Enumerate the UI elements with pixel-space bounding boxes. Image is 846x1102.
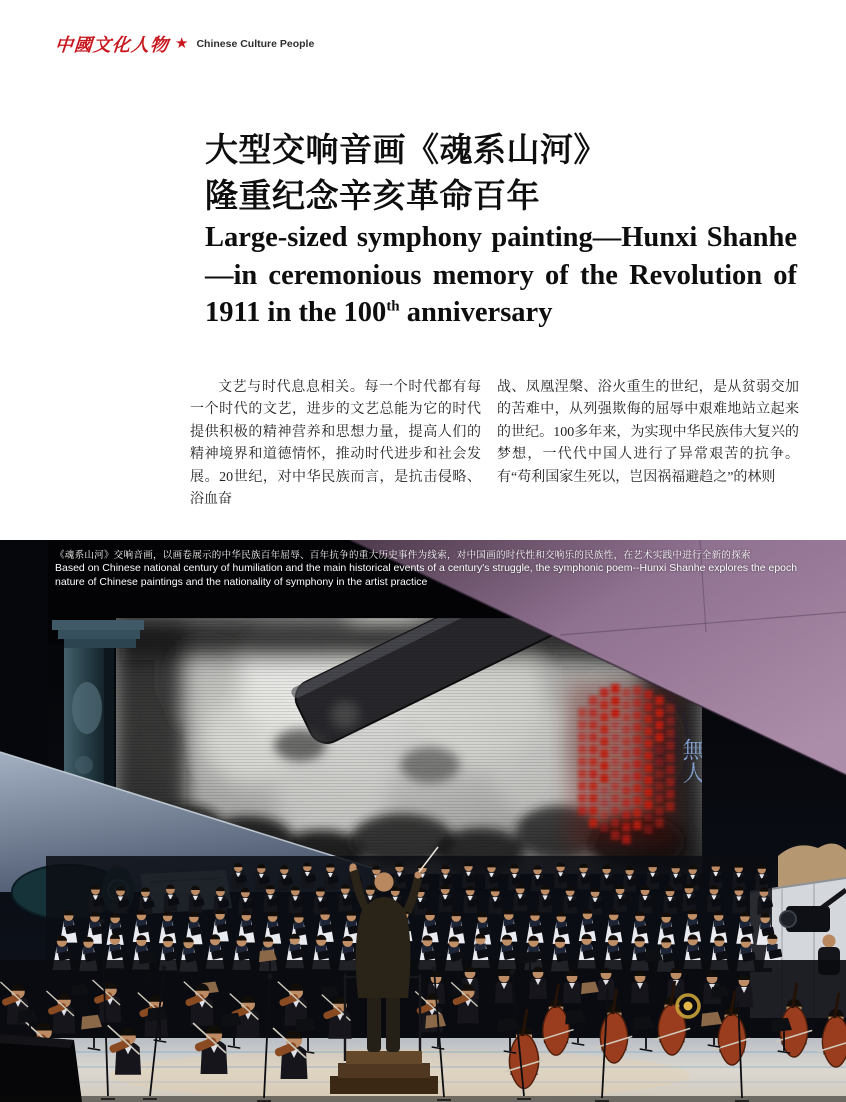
photo-caption-chinese: 《魂系山河》交响音画，以画卷展示的中华民族百年屈辱、百年抗争的重大历史事件为线索，对中国画的时代性和交响乐的民族性，在艺术实践中进行全新的探索 <box>55 550 751 561</box>
title-en-superscript: th <box>386 298 400 315</box>
concert-stage-illustration <box>0 540 846 1102</box>
photo-caption-english-line2: nature of Chinese paintings and the nationality of symphony in the artist practice <box>55 575 428 588</box>
photo-caption <box>55 549 797 589</box>
concert-stage-photo <box>0 540 846 1102</box>
star-icon: ★ <box>175 35 189 52</box>
article-title-english <box>205 219 797 332</box>
article-body <box>190 377 799 511</box>
logo-chinese-calligraphy: 中國文化人物 <box>54 35 170 55</box>
title-en-line2: —in ceremonious memory of the Revolution of <box>205 259 797 291</box>
body-column-right: 战、凤凰涅槃、浴火重生的世纪，是从贫弱交加的苦难中，从列强欺侮的屈辱中艰难地站立起来的世纪。100多年来，为实现中华民族伟大复兴的梦想，一代代中国人进行了异常艰苦的抗争。有“苟利国家生死以，岂因祸福避趋之”的林则 <box>497 380 799 485</box>
body-column-left: 文艺与时代息息相关。每一个时代都有每一个时代的文艺，进步的文艺总能为它的时代提供积极的精神营养和思想力量，提高人们的精神境界和道德情怀，推动时代进步和社会发展。20世纪，对中华民族而言，是抗击侵略、浴血奋 <box>190 380 481 508</box>
title-en-line3-post: anniversary <box>399 297 553 328</box>
photo-caption-english-line1: Based on Chinese national century of humiliation and the main historical events of a century's struggle, the symphonic poem--Hunxi Shanhe explores the epoch <box>55 562 798 574</box>
logo-english-label: Chinese Culture People <box>196 38 315 50</box>
article-title-chinese <box>205 128 607 220</box>
title-en-line1: Large-sized symphony painting—Hunxi Shanhe <box>205 222 797 253</box>
title-cn-line2: 隆重纪念辛亥革命百年 <box>205 179 540 215</box>
title-cn-line1: 大型交响音画《魂系山河》 <box>205 133 607 169</box>
magazine-logo <box>55 31 314 57</box>
title-en-line3 <box>205 294 797 332</box>
title-en-line3-pre: 1911 in the 100 <box>205 297 387 328</box>
